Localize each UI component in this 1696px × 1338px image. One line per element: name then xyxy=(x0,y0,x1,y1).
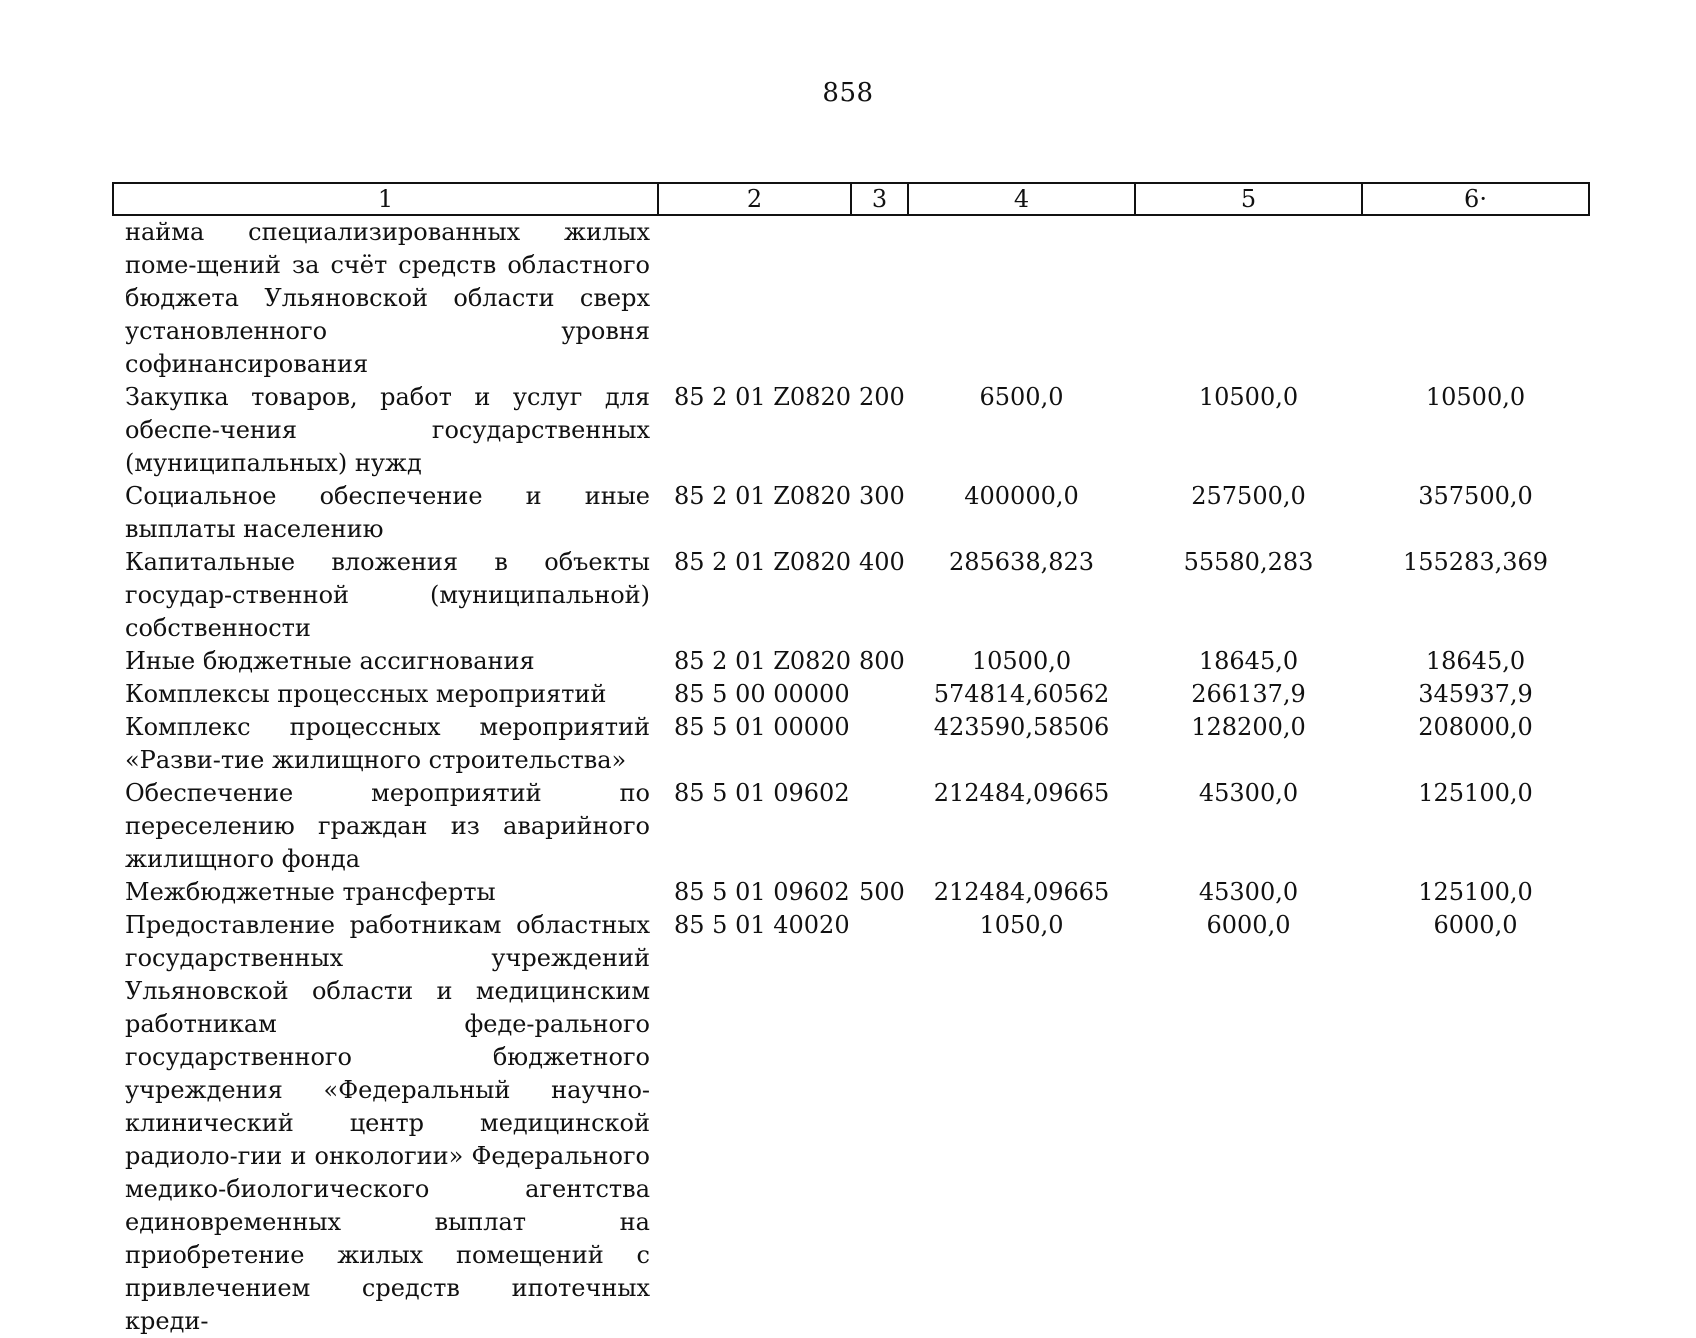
amount-col-5: 266137,9 xyxy=(1191,680,1306,708)
item-code: 85 2 01 Z0820 xyxy=(674,482,851,510)
amount-col-5: 45300,0 xyxy=(1198,779,1299,807)
table-row xyxy=(113,678,1589,711)
item-code: 85 2 01 Z0820 xyxy=(674,548,851,576)
item-name: Иные бюджетные ассигнования xyxy=(125,647,535,675)
amount-col-6: 125100,0 xyxy=(1418,779,1533,807)
item-code: 85 5 01 09602 xyxy=(674,779,850,807)
amount-col-4: 212484,09665 xyxy=(933,878,1110,906)
amount-col-6: 155283,369 xyxy=(1402,548,1549,576)
expense-type xyxy=(851,777,908,876)
amount-col-6 xyxy=(1362,215,1589,381)
item-name: Закупка товаров, работ и услуг для обеспе-чения государственных (муниципальных) нужд xyxy=(125,383,650,477)
item-code xyxy=(658,215,851,381)
header-cell: 6· xyxy=(1362,183,1589,215)
amount-col-4: 6500,0 xyxy=(979,383,1064,411)
header-cell: 5 xyxy=(1135,183,1362,215)
expense-type xyxy=(851,215,908,381)
expense-type: 400 xyxy=(859,548,905,576)
item-name: Предоставление работникам областных государственных учреждений Ульяновской области и медицинским работникам феде-рального государственного бюджетного учреждения «Федеральный научно-клинический центр медицинской радиоло-гии и онкологии» Федерального медико-биологического агентства единовременных выплат на приобретение жилых помещений с привлечением средств ипотечных креди- xyxy=(125,911,650,1335)
amount-col-5: 257500,0 xyxy=(1191,482,1306,510)
header-cell: 2 xyxy=(658,183,851,215)
item-name: Капитальные вложения в объекты государ-ственной (муниципальной) собственности xyxy=(125,548,650,642)
header-cell: 4 xyxy=(908,183,1135,215)
table-row xyxy=(113,711,1589,777)
item-name: Комплекс процессных мероприятий «Разви-тие жилищного строительства» xyxy=(125,713,650,774)
table-row xyxy=(113,645,1589,678)
amount-col-6: 357500,0 xyxy=(1418,482,1533,510)
expense-type: 200 xyxy=(859,383,905,411)
amount-col-4: 285638,823 xyxy=(948,548,1095,576)
item-code: 85 2 01 Z0820 xyxy=(674,647,851,675)
table-row xyxy=(113,777,1589,876)
amount-col-4: 212484,09665 xyxy=(933,779,1110,807)
header-row xyxy=(113,183,1589,215)
item-code: 85 2 01 Z0820 xyxy=(674,383,851,411)
header-cell: 3 xyxy=(851,183,908,215)
budget-table xyxy=(112,182,1590,1338)
amount-col-5 xyxy=(1135,215,1362,381)
table-row xyxy=(113,480,1589,546)
amount-col-4: 10500,0 xyxy=(971,647,1072,675)
amount-col-5: 10500,0 xyxy=(1198,383,1299,411)
amount-col-5: 45300,0 xyxy=(1198,878,1299,906)
amount-col-6: 6000,0 xyxy=(1433,911,1518,939)
expense-type: 800 xyxy=(859,647,905,675)
amount-col-6: 345937,9 xyxy=(1418,680,1533,708)
expense-type: 300 xyxy=(859,482,905,510)
amount-col-5: 128200,0 xyxy=(1191,713,1306,741)
item-code: 85 5 01 09602 xyxy=(674,878,850,906)
item-code: 85 5 00 00000 xyxy=(674,680,850,708)
page-number: 858 xyxy=(822,78,874,108)
amount-col-5: 55580,283 xyxy=(1183,548,1314,576)
expense-type xyxy=(851,711,908,777)
item-name: найма специализированных жилых поме-щений за счёт средств областного бюджета Ульяновской области сверх установленного уровня софинансирования xyxy=(125,218,650,378)
item-code: 85 5 01 40020 xyxy=(674,911,850,939)
amount-col-5: 18645,0 xyxy=(1198,647,1299,675)
table-row xyxy=(113,546,1589,645)
amount-col-4 xyxy=(908,215,1135,381)
amount-col-6: 10500,0 xyxy=(1425,383,1526,411)
amount-col-4: 400000,0 xyxy=(964,482,1079,510)
item-code: 85 5 01 00000 xyxy=(674,713,850,741)
amount-col-4: 574814,60562 xyxy=(933,680,1110,708)
header-cell: 1 xyxy=(113,183,658,215)
item-name: Обеспечение мероприятий по переселению граждан из аварийного жилищного фонда xyxy=(125,779,650,873)
expense-type xyxy=(851,909,908,1338)
table-row xyxy=(113,909,1589,1338)
table-row xyxy=(113,876,1589,909)
amount-col-4: 423590,58506 xyxy=(933,713,1110,741)
amount-col-6: 125100,0 xyxy=(1418,878,1533,906)
item-name: Межбюджетные трансферты xyxy=(125,878,496,906)
table-row xyxy=(113,215,1589,381)
expense-type xyxy=(851,678,908,711)
expense-type: 500 xyxy=(859,878,905,906)
item-name: Комплексы процессных мероприятий xyxy=(125,680,607,708)
amount-col-6: 18645,0 xyxy=(1425,647,1526,675)
amount-col-6: 208000,0 xyxy=(1418,713,1533,741)
amount-col-5: 6000,0 xyxy=(1206,911,1291,939)
table-row xyxy=(113,381,1589,480)
amount-col-4: 1050,0 xyxy=(979,911,1064,939)
item-name: Социальное обеспечение и иные выплаты населению xyxy=(125,482,650,543)
